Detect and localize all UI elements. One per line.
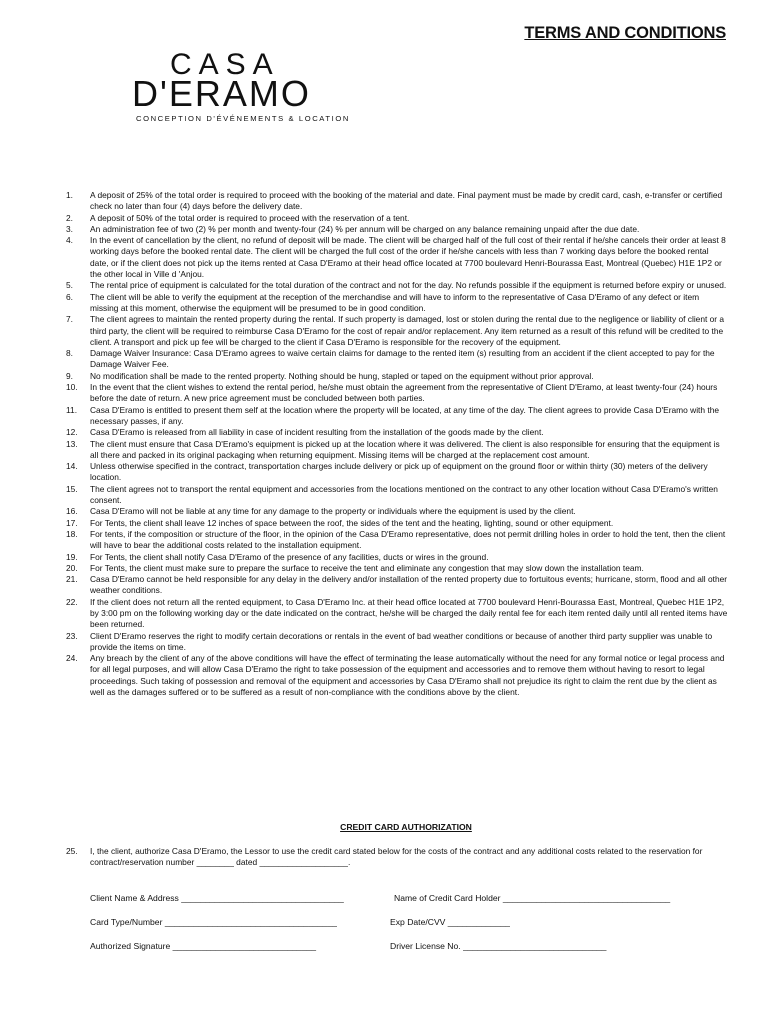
term-item: [66, 382, 728, 405]
term-item: [66, 631, 728, 654]
term-item: [66, 574, 728, 597]
term-text: An administration fee of two (2) % per month and twenty-four (24) % per annum will be charged on any balance remaining unpaid after the due date.: [90, 223, 640, 234]
term-number: 1.: [66, 190, 73, 200]
term-number: 21.: [66, 574, 78, 585]
term-number: 3.: [66, 223, 73, 234]
credit-card-section-title: CREDIT CARD AUTHORIZATION: [340, 822, 472, 832]
clause-number: 25.: [66, 846, 78, 856]
term-text: Damage Waiver Insurance: Casa D'Eramo agrees to waive certain claims for damage to the rented item (s) resulting from an accident if the client accepted to pay for the Damage Waiver Fee.: [90, 348, 715, 370]
term-number: 20.: [66, 562, 78, 573]
company-logo: [132, 50, 382, 130]
term-item: [66, 190, 728, 213]
driver-license-field[interactable]: Driver License No. ______________________________: [390, 941, 607, 951]
term-item: [66, 427, 728, 438]
clause-text: I, the client, authorize Casa D'Eramo, the Lessor to use the credit card stated below for the costs of the contract and any additional costs related to the reservation for contract/reservation number ________ dated ___________________.: [90, 846, 703, 868]
term-item: [66, 292, 728, 315]
form-row-1: [90, 893, 671, 903]
term-item: [66, 529, 728, 552]
term-text: A deposit of 50% of the total order is required to proceed with the reservation of a tent.: [90, 212, 410, 223]
term-text: The client agrees to maintain the rented property during the rental. If such property is damaged, lost or stolen during the rental due to the negligence or liability of client or a third party, the client will be required to reimburse Casa D'Eramo for the cost of repair and/or replacement. Any item returned as a result of this refund will be credited to the client. A transport and pick up fee will be charged to the client if Casa D'Eramo is responsible for the recovery of the equipment.: [90, 314, 725, 347]
term-number: 7.: [66, 314, 73, 325]
signature-field[interactable]: Authorized Signature ______________________________: [90, 941, 317, 951]
term-item: [66, 552, 728, 563]
term-number: 10.: [66, 382, 78, 393]
term-item: [66, 235, 728, 280]
term-text: The rental price of equipment is calculated for the total duration of the contract and not for the day. No refunds possible if the equipment is returned before expiry or unused.: [90, 280, 727, 291]
term-item: [66, 597, 728, 631]
term-text: Unless otherwise specified in the contract, transportation charges include delivery or pick up of equipment on the ground floor or within thirty (30) meters of the delivery location.: [90, 461, 708, 483]
term-item: [66, 348, 728, 371]
term-item: [66, 518, 728, 529]
form-row-2: [90, 917, 510, 927]
term-text: In the event of cancellation by the client, no refund of deposit will be made. The client will be charged half of the full cost of their rental if he/she cancels their order at least 8 working days before the booked rental date. The client will be charged the full cost of the order if he/she cancels with less than 7 working days before the booked rental date, or if the client does not pick up the items rented at Casa D'Eramo at their head office located at 7700 boulevard Henri-Bourassa East, Montreal (Quebec) H1E 1P2 or the other local in Ville d 'Anjou.: [90, 235, 726, 280]
term-number: 14.: [66, 461, 78, 472]
terms-list: [66, 190, 728, 698]
term-item: [66, 439, 728, 462]
term-text: For Tents, the client must make sure to prepare the surface to receive the tent and eliminate any congestion that may slow down the installation team.: [90, 562, 644, 573]
term-item: [66, 461, 728, 484]
term-item: [66, 280, 728, 291]
page-title: TERMS AND CONDITIONS: [524, 24, 726, 42]
term-text: The client agrees not to transport the rental equipment and accessories from the locations mentioned on the contract to any other location without Casa D'Eramo's written consent.: [90, 483, 718, 506]
term-item: [66, 653, 728, 698]
term-text: Any breach by the client of any of the above conditions will have the effect of terminating the lease automatically without the need for any formal notice or legal process and for all legal purposes, and will allow Casa D'Eramo the right to take possession of the equipment and accessories and to remove them without having to resort to legal proceedings. Such taking of possession and removal of the equipment and accessories by Casa D'Eramo shall not prejudice its right to claim the rent due by the client as well as the damages suffered or to be suffered as a result of non-compliance with the conditions above by the client.: [90, 653, 725, 698]
authorization-clause: [66, 846, 728, 869]
term-item: [66, 213, 728, 224]
term-item: [66, 224, 728, 235]
term-item: [66, 314, 728, 348]
term-text: The client will be able to verify the equipment at the reception of the merchandise and will have to inform to the representative of Casa D'Eramo of any defect or item missing at this moment, otherwise the equipment will be presumed to be in good condition.: [90, 291, 700, 313]
term-text: For Tents, the client shall notify Casa D'Eramo of the presence of any facilities, ducts or wires in the ground.: [90, 551, 489, 562]
term-number: 16.: [66, 506, 78, 517]
term-number: 19.: [66, 551, 78, 562]
card-holder-field[interactable]: Name of Credit Card Holder ___________________________________: [394, 893, 671, 903]
logo-tagline: CONCEPTION D'ÉVÉNEMENTS & LOCATION: [136, 114, 350, 123]
term-number: 12.: [66, 427, 78, 438]
term-item: [66, 563, 728, 574]
term-text: If the client does not return all the rented equipment, to Casa D'Eramo Inc. at their head office located at 7700 boulevard Henri-Bourassa East, Montreal, Quebec H1E 1P2, by 3:00 pm on the following working day or the date indicated on the contract, he/she will be charged the daily rental fee for each item rented daily until all rented items have been returned.: [90, 596, 728, 630]
term-item: [66, 405, 728, 428]
term-text: A deposit of 25% of the total order is required to proceed with the booking of the material and date. Final payment must be made by credit card, cash, e-transfer or certified check no later than four (4) days before the delivery date.: [90, 190, 723, 212]
term-number: 13.: [66, 438, 78, 449]
term-item: [66, 506, 728, 517]
term-text: Casa D'Eramo is released from all liability in case of incident resulting from the installation of the goods made by the client.: [90, 427, 544, 438]
term-text: For tents, if the composition or structure of the floor, in the opinion of the Casa D'Eramo representative, does not permit drilling holes in order to hold the tent, then the client will have to bear the additional costs related to the installation equipment.: [90, 528, 726, 551]
term-text: In the event that the client wishes to extend the rental period, he/she must obtain the agreement from the representative of Client D'Eramo, at least twenty-four (24) hours before the date of return. A new price agreement must be concluded between both parties.: [90, 382, 718, 404]
logo-line1: CASA: [170, 48, 280, 81]
client-name-field[interactable]: Client Name & Address __________________________________: [90, 893, 344, 903]
term-number: 24.: [66, 653, 78, 664]
form-row-3: [90, 941, 607, 951]
term-number: 2.: [66, 212, 73, 223]
term-text: No modification shall be made to the rented property. Nothing should be hung, stapled or taped on the equipment without prior approval.: [90, 370, 594, 381]
term-number: 6.: [66, 291, 73, 302]
term-number: 5.: [66, 280, 73, 291]
term-number: 11.: [66, 404, 78, 415]
term-number: 8.: [66, 348, 73, 359]
exp-date-field[interactable]: Exp Date/CVV _____________: [390, 917, 510, 927]
term-item: [66, 371, 728, 382]
term-number: 17.: [66, 517, 78, 528]
logo-line2: D'ERAMO: [132, 73, 311, 114]
card-type-field[interactable]: Card Type/Number ____________________________________: [90, 917, 337, 927]
term-number: 9.: [66, 370, 73, 381]
term-text: Casa D'Eramo will not be liable at any time for any damage to the property or individuals where the equipment is used by the client.: [90, 506, 576, 517]
term-number: 23.: [66, 630, 78, 641]
term-text: Casa D'Eramo is entitled to present them self at the location where the property will be located, at any time of the day. The client agrees to provide Casa D'Eramo with the necessary passes, if any.: [90, 404, 720, 426]
term-text: Client D'Eramo reserves the right to modify certain decorations or rentals in the event of bad weather conditions or because of another third party supplier was unable to provide the items on time.: [90, 630, 713, 652]
term-text: For Tents, the client shall leave 12 inches of space between the roof, the sides of the tent and the heating, lighting, sound or other equipment.: [90, 517, 614, 528]
term-number: 22.: [66, 596, 78, 607]
term-text: Casa D'Eramo cannot be held responsible for any delay in the delivery and/or installation of the rented property due to fortuitous events; hurricane, storm, flood and all other weather conditions.: [90, 574, 728, 596]
term-number: 15.: [66, 483, 78, 494]
term-item: [66, 484, 728, 507]
term-number: 4.: [66, 235, 73, 246]
term-number: 18.: [66, 528, 78, 539]
term-text: The client must ensure that Casa D'Eramo's equipment is picked up at the location where it was delivered. The client is also responsible for ensuring that the equipment is all there and packed in its original packaging when returning equipment. Missing items will be charged at the replacement cost amount.: [90, 438, 720, 460]
